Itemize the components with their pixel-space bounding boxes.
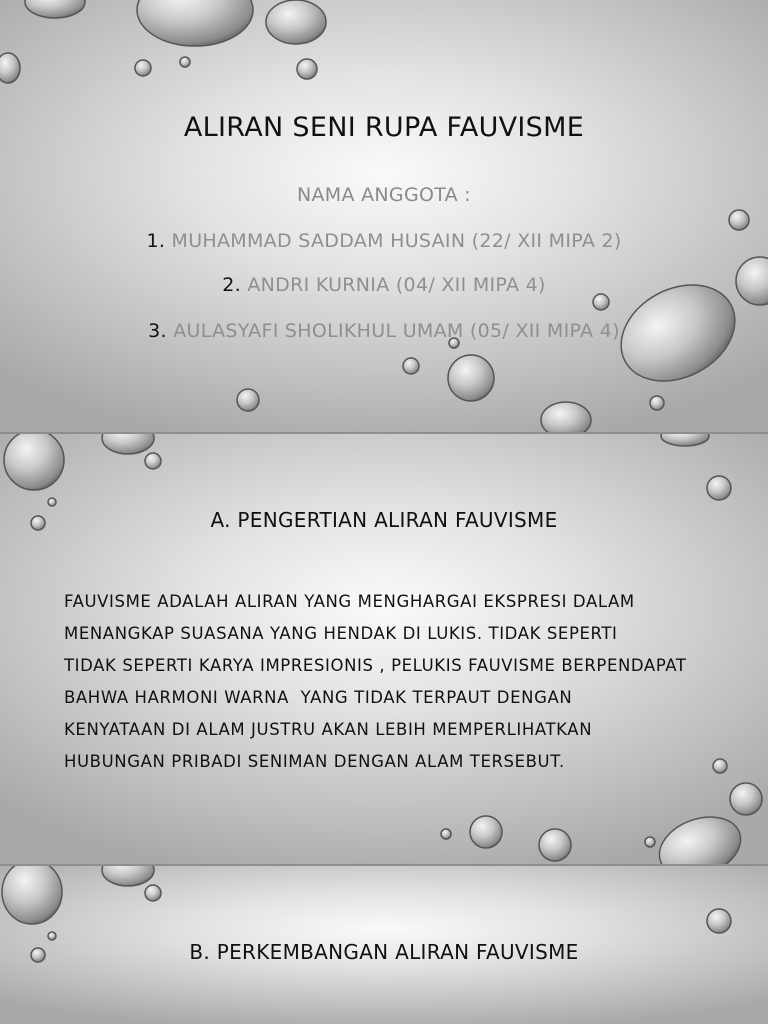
definition-paragraph: [64, 586, 724, 778]
members-heading: NAMA ANGGOTA :: [296, 184, 472, 206]
member-item: [0, 320, 768, 342]
section-title: A. PENGERTIAN ALIRAN FAUVISME: [210, 508, 558, 532]
member-number: 3.: [148, 320, 167, 342]
member-name: MUHAMMAD SADDAM HUSAIN (22/ XII MIPA 2): [171, 230, 622, 252]
paragraph-line: TIDAK SEPERTI KARYA IMPRESIONIS , PELUKIS FAUVISME BERPENDAPAT: [64, 656, 687, 675]
section-title: B. PERKEMBANGAN ALIRAN FAUVISME: [189, 940, 579, 964]
paragraph-line: BAHWA HARMONI WARNA YANG TIDAK TERPAUT DENGAN: [64, 688, 573, 707]
paragraph-line: FAUVISME ADALAH ALIRAN YANG MENGHARGAI EKSPRESI DALAM: [64, 592, 635, 611]
member-number: 2.: [222, 274, 241, 296]
member-item: [0, 230, 768, 252]
member-item: [0, 274, 768, 296]
member-number: 1.: [146, 230, 166, 252]
member-name: AULASYAFI SHOLIKHUL UMAM (05/ XII MIPA 4): [173, 320, 620, 342]
presentation-title: ALIRAN SENI RUPA FAUVISME: [183, 112, 585, 143]
paragraph-line: MENANGKAP SUASANA YANG HENDAK DI LUKIS. TIDAK SEPERTI: [64, 624, 618, 643]
water-drops-decoration: [0, 0, 768, 432]
member-name: ANDRI KURNIA (04/ XII MIPA 4): [247, 274, 546, 296]
slide-development: [0, 866, 768, 1024]
slide-title: [0, 0, 768, 432]
paragraph-line: KENYATAAN DI ALAM JUSTRU AKAN LEBIH MEMPERLIHATKAN: [64, 720, 593, 739]
slide-definition: [0, 434, 768, 864]
paragraph-line: HUBUNGAN PRIBADI SENIMAN DENGAN ALAM TERSEBUT.: [64, 752, 565, 771]
